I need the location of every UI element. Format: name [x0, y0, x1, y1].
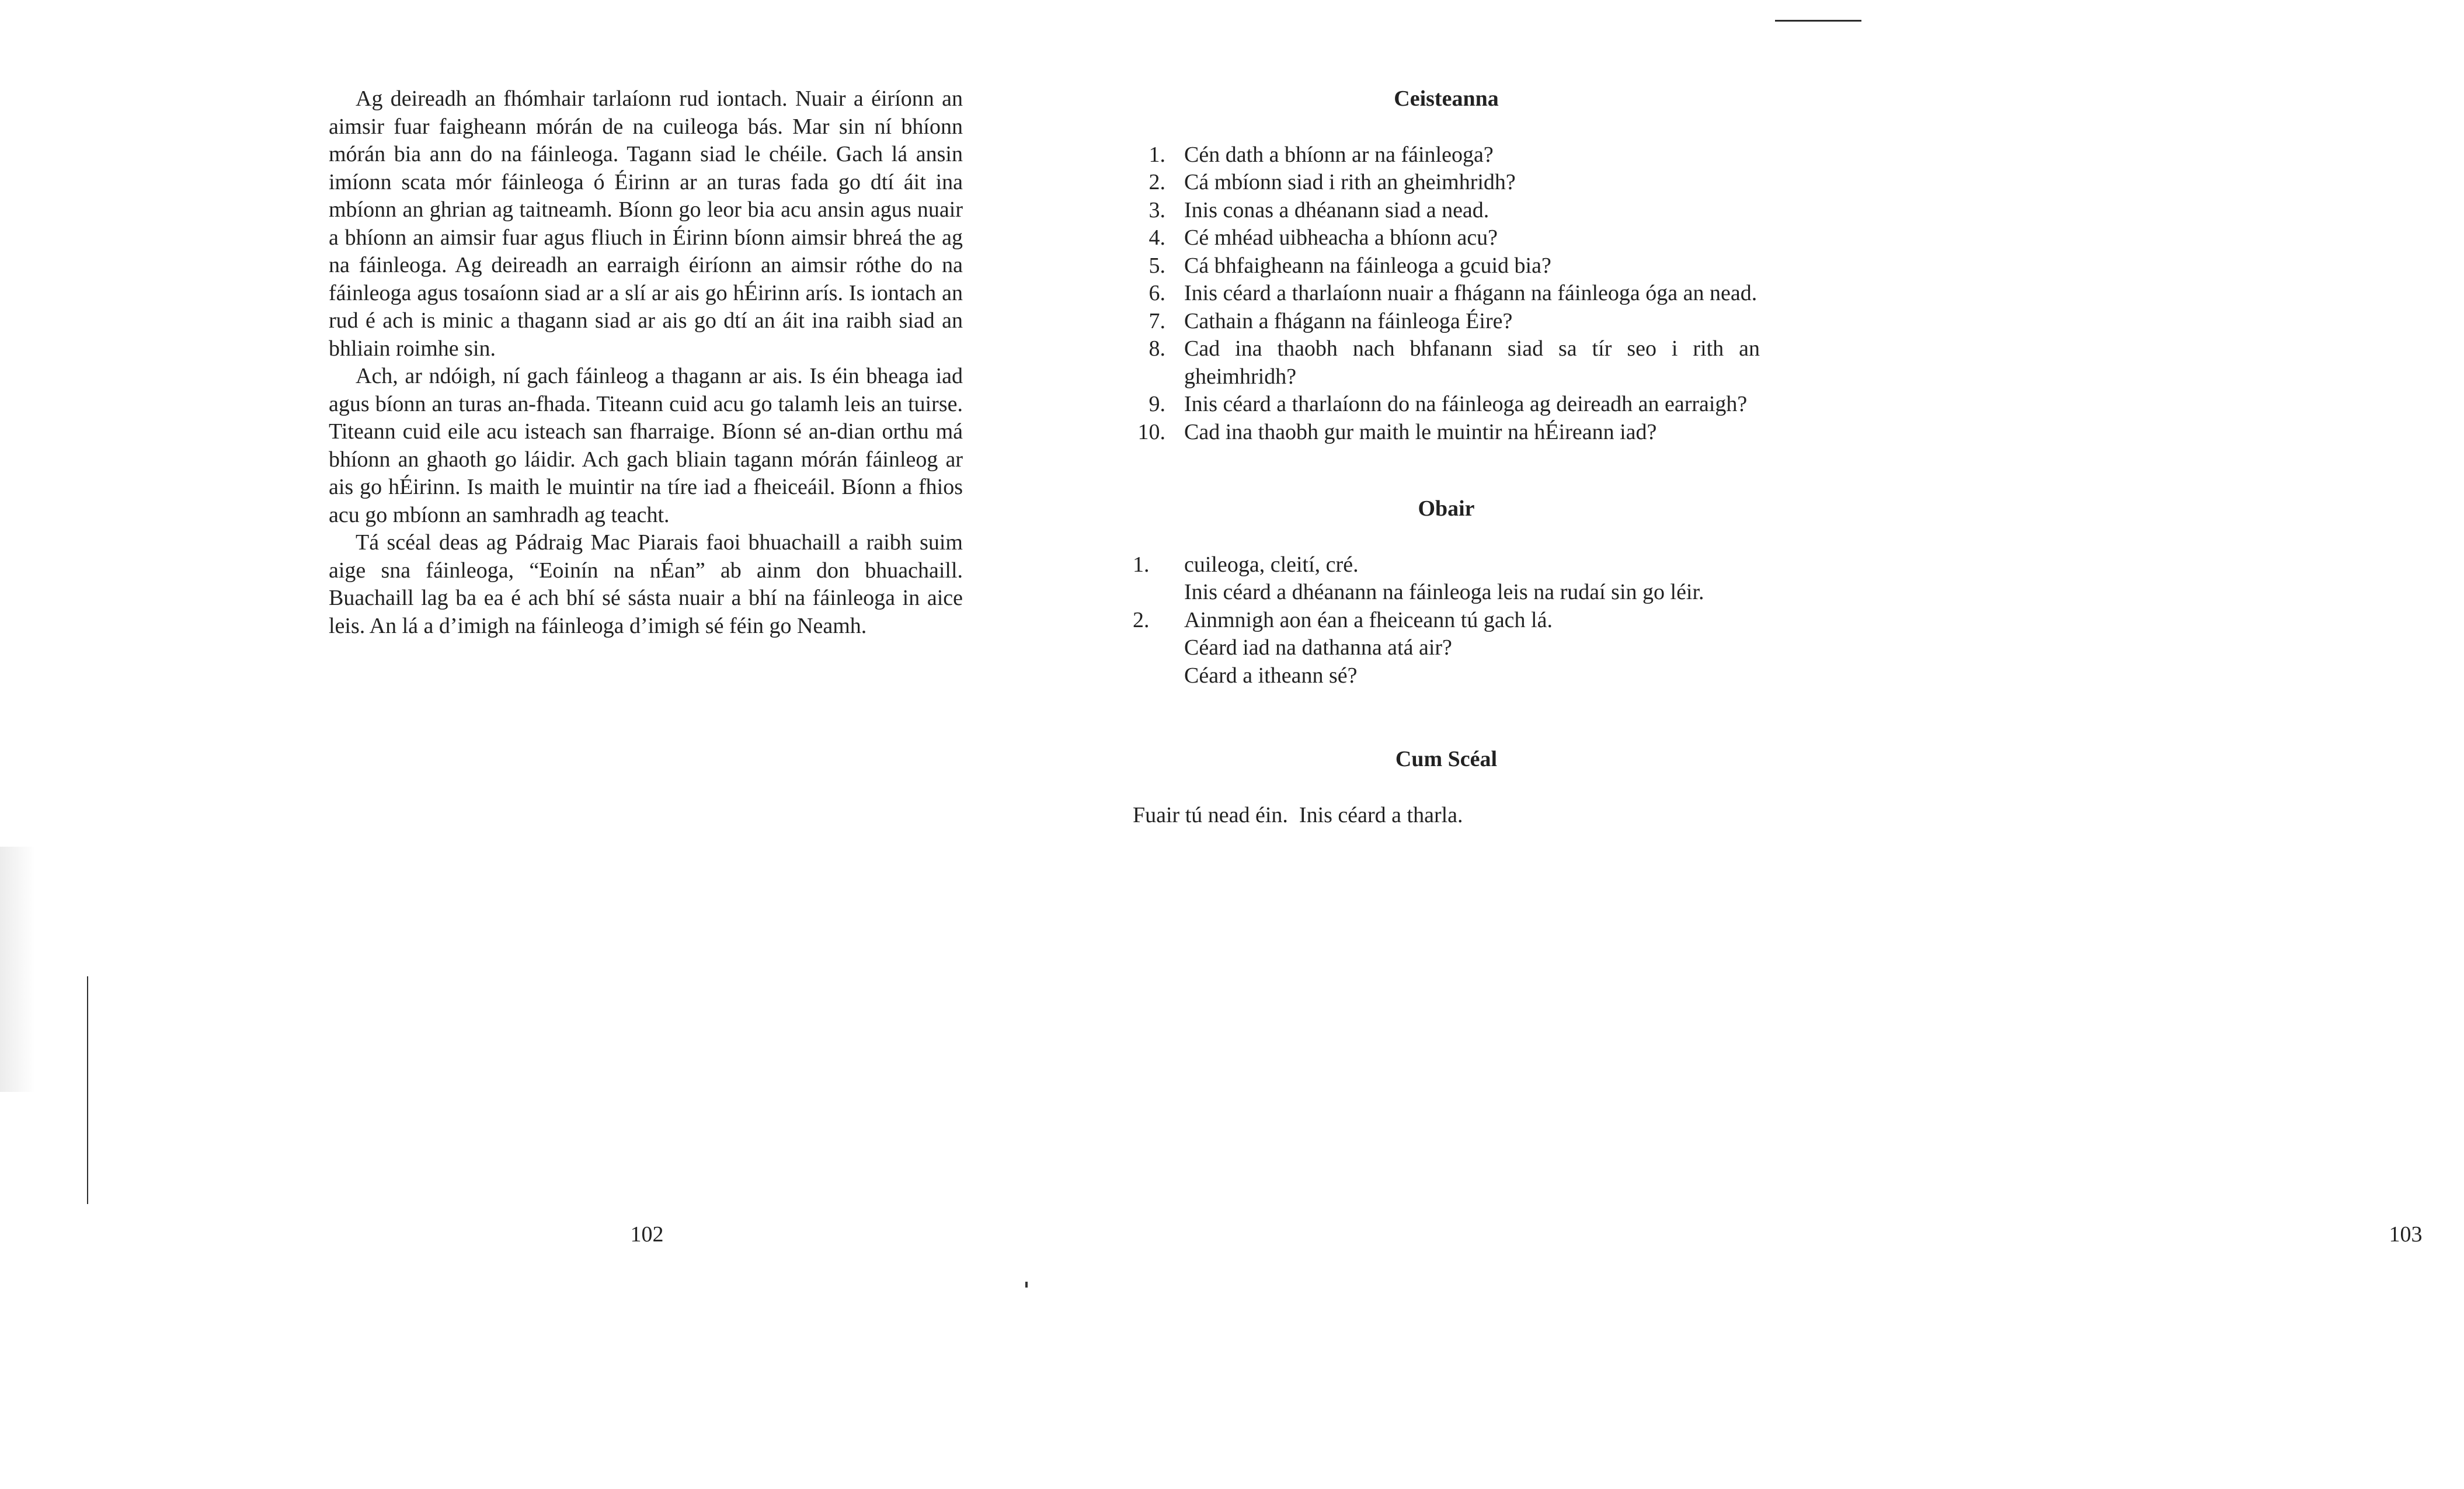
work-heading: Obair: [1418, 496, 1475, 521]
question-item: [1133, 335, 1760, 391]
question-text: Inis céard a tharlaíonn do na fáinleoga ag deireadh an earraigh?: [1184, 392, 1748, 416]
task-line: Céard iad na dathanna atá air?: [1184, 635, 1452, 660]
question-text: Cad ina thaobh nach bhfanann siad sa tír seo i rith an gheimhridh?: [1184, 336, 1760, 389]
question-text: Cá mbíonn siad i rith an gheimhridh?: [1184, 170, 1516, 194]
question-item: [1133, 169, 1760, 197]
task-item: [1133, 551, 1760, 607]
question-item: [1133, 224, 1760, 252]
paragraph-1: Ag deireadh an fhómhair tarlaíonn rud iontach. Nuair a éiríonn an aimsir fuar faigheann mórán de na cuileoga bás. Mar sin ní bhíonn mórán bia ann do na fáinleoga. Tagann siad le chéile. Gach lá ansin imíonn scata mór fáinleoga ó Éirinn ar an turas fada go dtí áit ina mbíonn an ghrian ag taitneamh. Bíonn go leor bia acu ansin agus nuair a bhíonn an aimsir fuar agus fliuch in Éirinn bíonn aimsir bhreá the ag na fáinleoga. Ag deireadh an earraigh éiríonn an aimsir róthe do na fáinleoga agus tosaíonn siad ar a slí ar ais go hÉirinn arís. Is iontach an rud é ach is minic a thagann siad ar ais go dtí an áit ina raibh siad an bhliain roimhe sin.: [329, 86, 963, 361]
page-number-left: 102: [630, 1222, 664, 1247]
task-line: Inis céard a dhéanann na fáinleoga leis na rudaí sin go léir.: [1184, 580, 1704, 604]
story-heading: Cum Scéal: [1395, 747, 1498, 771]
paragraph-3: Tá scéal deas ag Pádraig Mac Piarais faoi bhuachaill a raibh suim aige sna fáinleoga, “Eoinín na nÉan” ab ainm don bhuachaill. Buachaill lag ba ea é ach bhí sé sásta nuair a bhí na fáinleoga in aice leis. An lá a d’imigh na fáinleoga d’imigh sé féin go Neamh.: [329, 530, 963, 638]
paragraph-2: Ach, ar ndóigh, ní gach fáinleog a thagann ar ais. Is éin bheaga iad agus bíonn an turas an-fhada. Titeann cuid acu go talamh leis an tuirse. Titeann cuid eile acu isteach san fharraige. Bíonn sé an-dian orthu má bhíonn an ghaoth go láidir. Ach gach bliain tagann mórán fáinleog ar ais go hÉirinn. Is maith le muintir na tíre iad a fheiceáil. Bíonn a fhios acu go mbíonn an samhradh ag teacht.: [329, 364, 963, 527]
question-item: [1133, 308, 1760, 336]
task-item: [1133, 607, 1760, 690]
question-text: Cén dath a bhíonn ar na fáinleoga?: [1184, 142, 1494, 167]
question-item: [1133, 252, 1760, 280]
question-item: [1133, 280, 1760, 308]
right-page: [963, 0, 2423, 1489]
task-line: Céard a itheann sé?: [1184, 663, 1358, 688]
question-item: [1133, 391, 1760, 419]
right-text-column: [1133, 85, 1760, 829]
question-text: Cé mhéad uibheacha a bhíonn acu?: [1184, 225, 1498, 250]
question-number: 2.: [1149, 170, 1165, 194]
left-text-column: [329, 85, 963, 640]
question-item: [1133, 141, 1760, 169]
question-text: Cad ina thaobh gur maith le muintir na hÉireann iad?: [1184, 419, 1657, 444]
task-number: 2.: [1133, 607, 1150, 632]
story-prompt: Fuair tú nead éin. Inis céard a tharla.: [1133, 802, 1463, 827]
question-number: 10.: [1137, 419, 1165, 444]
question-text: Cá bhfaigheann na fáinleoga a gcuid bia?: [1184, 253, 1551, 278]
question-text: Cathain a fhágann na fáinleoga Éire?: [1184, 308, 1513, 333]
question-number: 4.: [1149, 225, 1165, 250]
task-number: 1.: [1133, 552, 1150, 577]
left-page: [0, 0, 963, 1489]
question-item: [1133, 419, 1760, 447]
tasks-list: [1133, 551, 1760, 690]
task-line: Ainmnigh aon éan a fheiceann tú gach lá.: [1184, 607, 1553, 632]
question-number: 6.: [1149, 281, 1165, 305]
question-number: 8.: [1149, 336, 1165, 361]
question-item: [1133, 197, 1760, 225]
question-text: Inis conas a dhéanann siad a nead.: [1184, 197, 1489, 222]
questions-heading: Ceisteanna: [1394, 86, 1499, 111]
question-number: 9.: [1149, 392, 1165, 416]
question-number: 5.: [1149, 253, 1165, 278]
questions-list: [1133, 141, 1760, 447]
task-line: cuileoga, cleití, cré.: [1184, 552, 1359, 577]
question-number: 3.: [1149, 197, 1165, 222]
question-number: 7.: [1149, 308, 1165, 333]
page-number-right: 103: [2389, 1222, 2423, 1247]
question-text: Inis céard a tharlaíonn nuair a fhágann na fáinleoga óga an nead.: [1184, 281, 1757, 305]
question-number: 1.: [1149, 142, 1165, 167]
